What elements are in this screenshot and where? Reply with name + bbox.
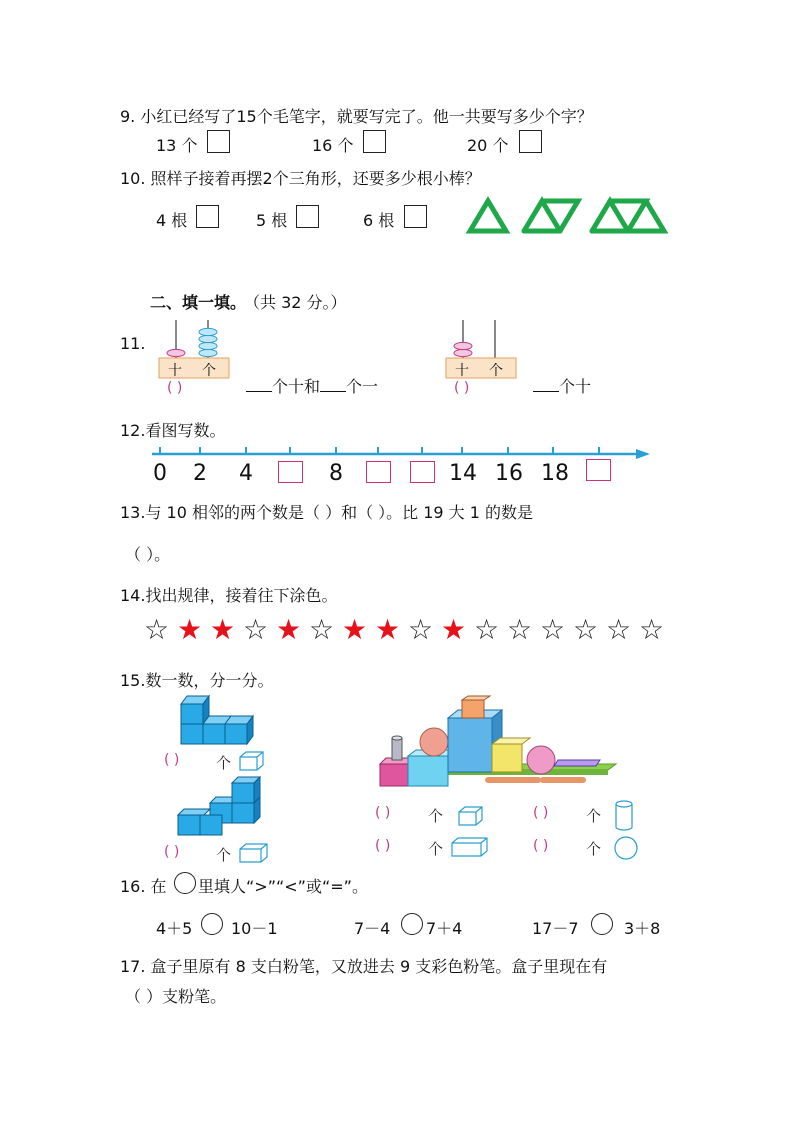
section2-score: （共 32 分。）: [244, 293, 347, 312]
blank-ones[interactable]: [320, 377, 346, 392]
abacus-2-label-ones: 个: [489, 363, 503, 379]
red-star-icon[interactable]: ★: [177, 613, 203, 646]
number-line-label: 8: [329, 461, 343, 486]
empty-star-icon[interactable]: ☆: [639, 613, 665, 646]
empty-star-icon[interactable]: ☆: [507, 613, 533, 646]
q9-option-c: 20 个: [467, 136, 509, 155]
q10-option-b: 5 根: [256, 211, 288, 230]
q15-count-b: 个: [216, 846, 232, 864]
empty-star-icon[interactable]: ☆: [540, 613, 566, 646]
red-star-icon[interactable]: ★: [210, 613, 236, 646]
q15-count-a: 个: [216, 754, 232, 772]
q12-text: 12.看图写数。: [120, 421, 226, 440]
number-line-answer-box[interactable]: [278, 461, 303, 483]
q13-line2: （ ）。: [125, 545, 171, 564]
q15-paren-c[interactable]: ( ): [375, 805, 391, 821]
number-line-label: 4: [239, 461, 253, 486]
q17-line1: 17. 盒子里原有 8 支白粉笔，又放进去 9 支彩色粉笔。盒子里现在有: [120, 957, 608, 976]
number-line-label: 0: [153, 461, 167, 486]
q10-answer-box-c[interactable]: [404, 205, 427, 228]
q15-paren-a[interactable]: ( ): [164, 752, 180, 768]
blank-tens[interactable]: [246, 377, 272, 392]
q16-text-b: 里填人“>”“<”或“=”。: [198, 877, 368, 896]
q10-answer-box-b[interactable]: [296, 205, 319, 228]
cube-shape-z: [172, 775, 262, 837]
q9-answer-box-a[interactable]: [207, 130, 230, 153]
q15-text: 15.数一数，分一分。: [120, 671, 274, 690]
red-star-icon[interactable]: ★: [276, 613, 302, 646]
abacus-1-paren[interactable]: ( ): [167, 380, 183, 396]
section2-title: 二、填一填。: [150, 293, 247, 312]
compare-right-1: 10－1: [231, 919, 278, 938]
red-star-icon[interactable]: ★: [375, 613, 401, 646]
q15-paren-d[interactable]: ( ): [533, 805, 549, 821]
q16-text-a: 16. 在: [120, 877, 167, 896]
abacus-1-label-ones: 个: [202, 363, 216, 379]
blank-tens-2[interactable]: [533, 377, 559, 392]
q10-answer-box-a[interactable]: [196, 205, 219, 228]
q10-option-a: 4 根: [156, 211, 188, 230]
empty-star-icon[interactable]: ☆: [144, 613, 170, 646]
cube-shape-l: [175, 694, 255, 746]
q11-fill-2: 个十: [533, 374, 591, 397]
empty-star-icon[interactable]: ☆: [309, 613, 335, 646]
red-star-icon[interactable]: ★: [441, 613, 467, 646]
solids-on-board: [378, 694, 618, 796]
number-line: [150, 444, 655, 464]
q16-circle-sample: [174, 872, 196, 894]
q15-count-c: 个: [428, 807, 444, 825]
cube-icon: [238, 750, 266, 772]
cylinder-icon: [613, 799, 635, 833]
q11-number: 11.: [120, 334, 146, 353]
red-star-icon[interactable]: ★: [342, 613, 368, 646]
cube-icon: [457, 805, 485, 827]
compare-right-3: 3＋8: [624, 919, 661, 938]
q9-option-a: 13 个: [156, 136, 198, 155]
q10-option-c: 6 根: [363, 211, 395, 230]
q15-paren-e[interactable]: ( ): [375, 838, 391, 854]
cuboid-icon: [450, 836, 490, 858]
compare-circle-3[interactable]: [591, 913, 613, 935]
number-line-answer-box[interactable]: [410, 461, 435, 483]
sphere-icon: [613, 835, 641, 861]
number-line-label: 14: [449, 461, 477, 486]
empty-star-icon[interactable]: ☆: [573, 613, 599, 646]
q9-answer-box-b[interactable]: [363, 130, 386, 153]
q10-text: 10. 照样子接着再摆2个三角形，还要多少根小棒？: [120, 169, 481, 188]
empty-star-icon[interactable]: ☆: [474, 613, 500, 646]
q17-line2: （ ）支粉笔。: [125, 987, 227, 1006]
number-line-answer-box[interactable]: [366, 461, 391, 483]
compare-left-3: 17－7: [532, 919, 579, 938]
triangle-sticks-example: [462, 195, 672, 237]
q13-line1: 13.与 10 相邻的两个数是（ ）和（ ）。比 19 大 1 的数是: [120, 503, 534, 522]
compare-circle-2[interactable]: [401, 913, 423, 935]
number-line-label: 18: [541, 461, 569, 486]
number-line-label: 16: [495, 461, 523, 486]
empty-star-icon[interactable]: ☆: [243, 613, 269, 646]
q15-count-f: 个: [586, 840, 602, 858]
compare-left-2: 7－4: [354, 919, 391, 938]
compare-right-2: 7＋4: [426, 919, 463, 938]
q14-text: 14.找出规律，接着往下涂色。: [120, 586, 338, 605]
cuboid-icon: [238, 842, 270, 864]
abacus-2-paren[interactable]: ( ): [454, 380, 470, 396]
q9-text: 9. 小红已经写了15个毛笔字，就要写完了。他一共要写多少个字？: [120, 107, 593, 126]
q15-count-e: 个: [428, 840, 444, 858]
abacus-1-label-tens: 十: [168, 363, 182, 379]
number-line-answer-box[interactable]: [586, 459, 611, 481]
empty-star-icon[interactable]: ☆: [408, 613, 434, 646]
compare-left-1: 4＋5: [156, 919, 193, 938]
q9-option-b: 16 个: [312, 136, 354, 155]
q15-count-d: 个: [586, 807, 602, 825]
number-line-label: 2: [193, 461, 207, 486]
q11-fill-1: 个十和 个一: [246, 374, 378, 397]
q15-paren-f[interactable]: ( ): [533, 838, 549, 854]
q9-answer-box-c[interactable]: [519, 130, 542, 153]
abacus-2-label-tens: 十: [455, 363, 469, 379]
q15-paren-b[interactable]: ( ): [164, 844, 180, 860]
compare-circle-1[interactable]: [201, 913, 223, 935]
empty-star-icon[interactable]: ☆: [606, 613, 632, 646]
